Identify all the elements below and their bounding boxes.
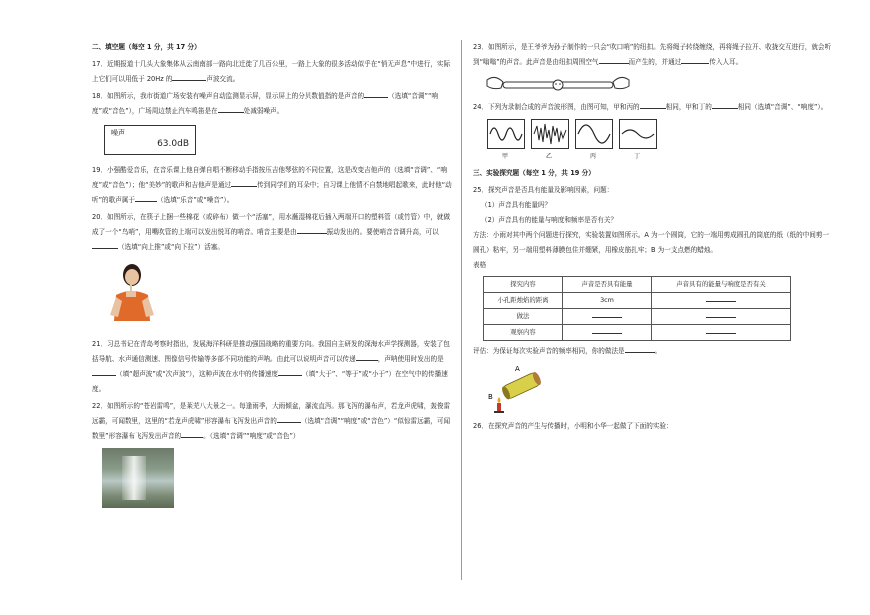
question-23	[473, 40, 835, 70]
q25-method: 方法：小雨对其中两个问题进行探究，实验装置如图所示。A 为一个圆筒，它的一端用剪成圆孔的筒底的纸（纸的中间剪一圆孔）粘牢，另一端用塑料薄膜包住并绷紧，用橡皮筋扎牢；B 为一支点燃的蜡烛。	[473, 231, 830, 254]
q24-mid: 相同，甲和丁的	[665, 103, 712, 111]
q18-mid: （选填“音调”“响度”或“音色”），广场周边禁止汽车鸣笛是在	[92, 92, 438, 115]
waveform-label-ding: 丁	[633, 153, 640, 160]
table-cell: 小孔距烛焰的距离	[484, 293, 563, 309]
q24-blank-2[interactable]	[712, 108, 738, 109]
table-row	[484, 325, 791, 341]
table-cell-blank[interactable]	[652, 309, 791, 325]
q22-tail: 。（选填“音调”“响度”或“音色”）	[203, 432, 300, 440]
q18-blank-2[interactable]	[218, 112, 244, 113]
waveform-yi	[531, 119, 567, 164]
q24-tail: 相同（选填“音调”、“响度”）。	[737, 103, 828, 111]
question-24	[473, 100, 835, 115]
q18-tail: 处减弱噪声。	[243, 107, 284, 115]
column-divider	[461, 40, 462, 580]
q20-blank-2[interactable]	[92, 248, 118, 249]
noise-label: 噪声	[111, 129, 125, 137]
q23-text: 23．如图所示，是王爷爷为孙子制作的一只会“吹口哨”的纽扣。先将绳子转绕缠绕，再将绳子拉开、收拢交互进行，就会听到“嗡嗡”的声音。此声音是由纽扣周围空气	[473, 43, 832, 66]
q20-text: 20．如图所示，在筷子上捆一些棉花（或碎布）做一个“活塞”，用水蘸湿棉花后插入两端开口的塑料管（或竹管）中，就做成了一个“鸟哨”，用嘴吹管的上端可以发出悦耳的哨音。哨音主要是由	[92, 213, 451, 236]
q19-tail: （选填“乐音”或“噪音”）。	[156, 196, 234, 204]
table-cell: 做法	[484, 309, 563, 325]
button-whistle-image	[483, 72, 633, 96]
table-row	[484, 293, 791, 309]
q22-blank-2[interactable]	[181, 437, 203, 438]
table-header-cell: 声音具有的能量与响度是否有关	[652, 277, 791, 293]
waveform-jia	[487, 119, 523, 164]
question-17	[92, 57, 454, 87]
left-column	[92, 40, 454, 508]
q23-blank-2[interactable]	[681, 63, 709, 64]
waveform-label-yi: 乙	[545, 153, 552, 160]
waveform-figures	[487, 119, 835, 164]
waveform-label-jia: 甲	[501, 153, 508, 160]
q20-blank-1[interactable]	[297, 233, 327, 234]
q25-eval-blank[interactable]	[625, 352, 655, 353]
q20-tail: （选填“向上推”或“向下拉”）活塞。	[118, 243, 224, 251]
q21-mid3: （填“大于”、“等于”或“小于”）在空气中的传播速度。	[92, 370, 448, 393]
waveform-label-bing: 丙	[589, 153, 596, 160]
q21-text: 21．习总书记在青岛考察时指出，发展海洋科研是推动强国战略的重要方向。我国自主研发的深海水声学探测器，安装了包括导航、水声通信测速、图像信号传输等多部不同功能的声呐。由此可以说明声音可以传递	[92, 340, 450, 363]
q24-blank-1[interactable]	[640, 108, 666, 109]
q21-blank-2[interactable]	[92, 375, 116, 376]
table-header-cell: 探究内容	[484, 277, 563, 293]
question-19	[92, 163, 454, 208]
question-21	[92, 337, 454, 397]
q19-blank-2[interactable]	[231, 186, 257, 187]
question-22	[92, 399, 454, 444]
q17-text: 17．近期报道十几头大象集体从云南南部一路向北迁徙了几百公里，一路上大象的很多活动似乎在“悄无声息”中进行，实际上它们可以用低于 20Hz 的	[92, 60, 451, 83]
table-cell-blank[interactable]	[563, 309, 652, 325]
right-column	[473, 40, 835, 436]
q23-mid: 而产生的，并通过	[628, 58, 682, 66]
table-cell-blank[interactable]	[652, 325, 791, 341]
table-cell-blank[interactable]	[652, 293, 791, 309]
q17-blank[interactable]	[172, 80, 206, 81]
q25-evaluation	[473, 344, 835, 359]
q25-table-caption: 表格	[473, 261, 487, 269]
q22-text: 22．如图所示的“苍岩雷鸣”，是莱芜八大景之一。每逢雨季，大雨倾盆，瀑流直泻。那飞泻的瀑布声，若龙声虎啸，轰俊雷远霸，可闻数里，这里的“若龙声虎啸”形容瀑布飞泻发出声音的	[92, 402, 451, 425]
q25-eval-tail: 。	[654, 347, 662, 355]
table-header-row	[484, 277, 791, 293]
table-cell: 观察内容	[484, 325, 563, 341]
q19-blank-3[interactable]	[135, 201, 157, 202]
table-header-cell: 声音是否具有能量	[563, 277, 652, 293]
girl-blowing-whistle-image	[106, 261, 158, 333]
section-3-title: 三、实验探究题（每空 1 分，共 19 分）	[473, 169, 595, 177]
question-18	[92, 89, 454, 119]
experiment-table	[483, 276, 791, 341]
q21-blank-3[interactable]	[278, 375, 302, 376]
table-cell: 3cm	[563, 293, 652, 309]
q22-mid: （选填“音调”“响度”或“音色”）“似惊雷远霸，可闻数里”形容瀑布飞泻发出声音的	[92, 417, 451, 440]
q24-text: 24．下列为录制合成的声音波形图，由图可知，甲和丙的	[473, 103, 640, 111]
q17-tail: 声波交流。	[206, 75, 240, 83]
q19-mid2: 传到同学们的耳朵中；自习课上他情不自禁地唱起歌来，此时他“动听”的歌声属于	[92, 181, 452, 204]
question-26: 26．在探究声音的产生与传播时，小明和小华一起做了下面的实验：	[473, 422, 673, 430]
waterfall-image	[102, 448, 174, 508]
waveform-bing	[575, 119, 611, 164]
q22-blank-1[interactable]	[277, 422, 301, 423]
q25-part-1: （1）声音具有能量吗？	[481, 201, 552, 209]
table-row	[484, 309, 791, 325]
q21-mid1: ，声呐使用时发出的是	[377, 355, 444, 363]
q19-text: 19．小强酷爱音乐，在音乐课上他自弹自唱不断移动手指按压吉他琴弦的不同位置，这是改变吉他声的	[92, 166, 391, 174]
question-25	[473, 183, 835, 273]
table-cell-blank[interactable]	[563, 325, 652, 341]
q25-text: 25．探究声音是否具有能量及影响因素，问题：	[473, 186, 614, 194]
q25-part-2: （2）声音具有的能量与响度和频率是否有关？	[481, 216, 618, 224]
q23-blank-1[interactable]	[599, 63, 629, 64]
noise-monitor-display	[104, 125, 196, 155]
waveform-ding	[619, 119, 655, 164]
q18-text: 18．如图所示，我市街道广场安装有噪声自动监测显示屏，显示屏上的分贝数值指的是声音的	[92, 92, 365, 100]
noise-value: 63.0dB	[157, 139, 189, 149]
question-20	[92, 210, 454, 255]
tube-candle-figure	[485, 363, 545, 415]
q19-mid1: （选填“音调”、“响度”或“音色”）；他“美妙”的歌声和吉他声是通过	[92, 166, 447, 189]
figure-label-a: A	[515, 365, 520, 373]
figure-label-b: B	[488, 393, 493, 401]
q21-blank-1[interactable]	[356, 360, 378, 361]
section-2-title: 二、填空题（每空 1 分，共 17 分）	[92, 43, 201, 51]
q23-tail: 传入人耳。	[709, 58, 743, 66]
q25-eval-text: 评估：为保证每次实验声音的频率相同，你的做法是	[473, 347, 625, 355]
q20-mid: 振动发出的。要使哨音音调升高，可以	[326, 228, 439, 236]
q18-blank-1[interactable]	[364, 97, 388, 98]
q21-mid2: （填“超声波”或“次声波”），这种声波在水中的传播速度	[116, 370, 279, 378]
